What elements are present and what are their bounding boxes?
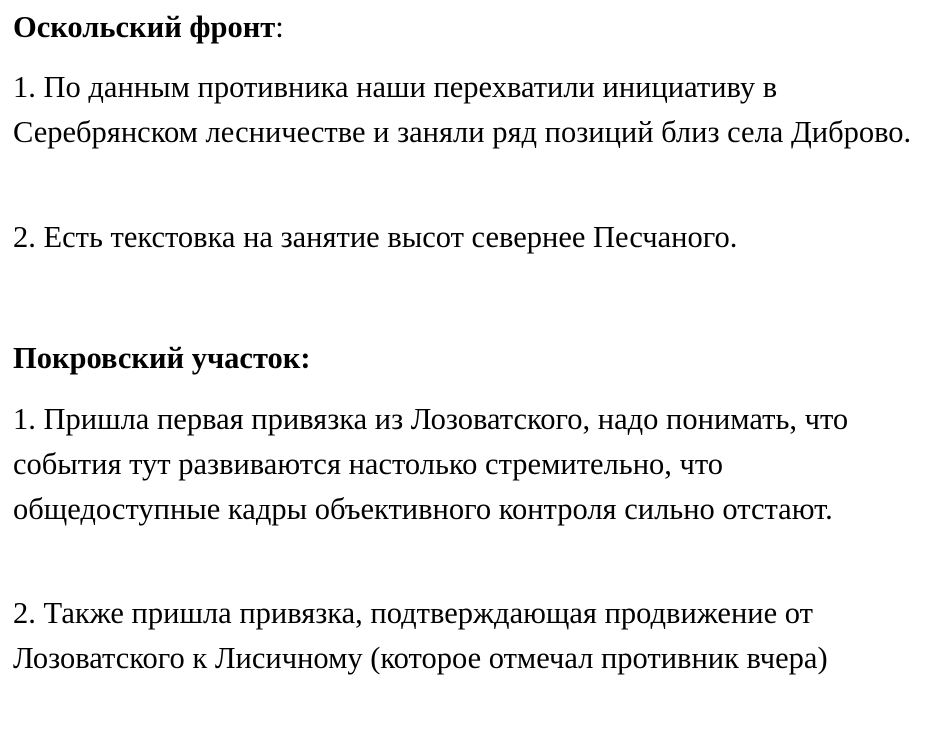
paragraph: 2. Есть текстовка на занятие высот севернее Песчаного. <box>13 220 738 254</box>
section-heading-colon: : <box>275 10 284 44</box>
paragraph: 1. Пришла первая привязка из Лозоватского, надо понимать, что события тут развиваются настолько стремительно, что общедоступные кадры объективного контроля сильно отстают. <box>13 402 849 526</box>
paragraph: 1. По данным противника наши перехватили инициативу в Серебрянском лесничестве и заняли ряд позиций близ села Диброво. <box>13 70 912 149</box>
section-heading-oskol-front <box>13 5 284 50</box>
paragraph: 2. Также пришла привязка, подтверждающая продвижение от Лозоватского к Лисичному (которое отмечал противник вчера) <box>13 596 828 675</box>
section-heading-pokrovsk-sector: Покровский участок: <box>13 341 311 375</box>
section-heading-text: Оскольский фронт <box>13 10 276 44</box>
